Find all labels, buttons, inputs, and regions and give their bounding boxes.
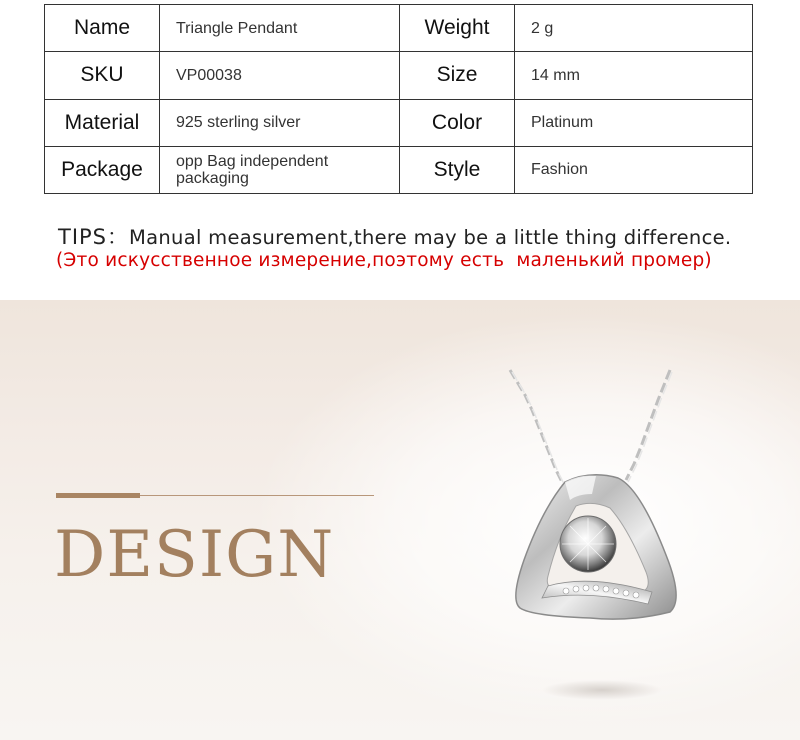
spec-value-style: Fashion [515, 146, 753, 193]
spec-value-size: 14 mm [515, 52, 753, 99]
spec-table [44, 4, 753, 194]
tips-label: TIPS： [58, 225, 130, 249]
pendant-image [470, 360, 710, 720]
spec-key-style: Style [400, 146, 515, 193]
spec-row-name [45, 5, 753, 52]
spec-key-weight: Weight [400, 5, 515, 52]
accent-line-thin [140, 495, 374, 496]
design-banner [0, 300, 800, 740]
spec-key-material: Material [45, 99, 160, 146]
spec-row-package [45, 146, 753, 193]
spec-key-name: Name [45, 5, 160, 52]
design-title: DESIGN [54, 518, 335, 592]
spec-row-material [45, 99, 753, 146]
spec-value-package [160, 146, 400, 193]
tips-russian: (Это искусственное измерение,поэтому есть маленький промер) [56, 250, 712, 271]
spec-value-package-line1: opp Bag independent [176, 152, 329, 170]
tips-text: Manual measurement,there may be a little thing difference. [129, 226, 732, 249]
spec-key-size: Size [400, 52, 515, 99]
spec-value-material: 925 sterling silver [160, 99, 400, 146]
spec-value-sku: VP00038 [160, 52, 400, 99]
spec-key-sku: SKU [45, 52, 160, 99]
spec-row-sku [45, 52, 753, 99]
spec-value-weight: 2 g [515, 5, 753, 52]
tips-note [58, 221, 731, 251]
spec-value-name: Triangle Pendant [160, 5, 400, 52]
spec-key-color: Color [400, 99, 515, 146]
accent-line-thick [56, 493, 140, 498]
spec-key-package: Package [45, 146, 160, 193]
spec-value-package-line2: packaging [176, 169, 249, 187]
spec-value-color: Platinum [515, 99, 753, 146]
